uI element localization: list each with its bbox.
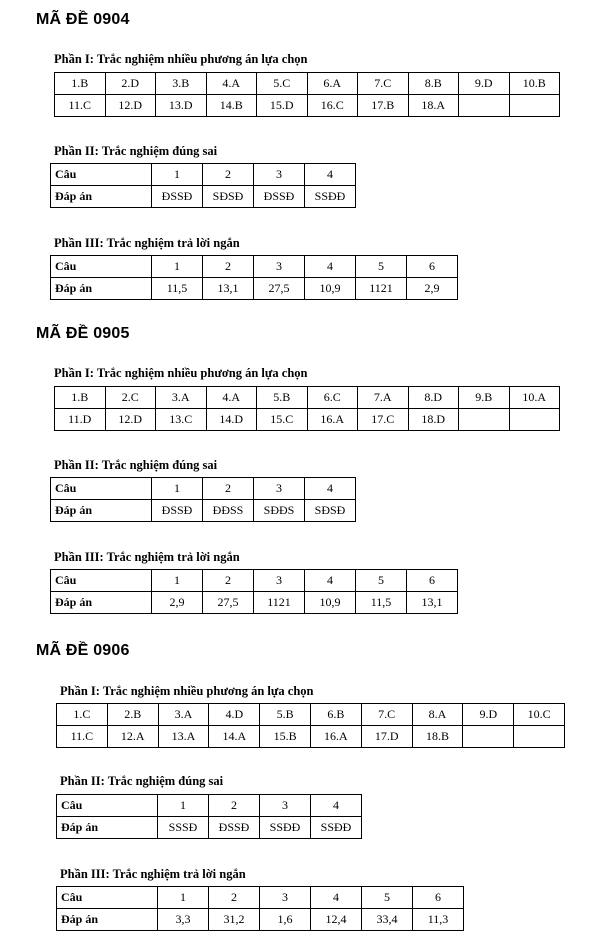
table-cell: 3.B [156,73,207,95]
exam-code-title: MÃ ĐỀ 0905 [36,325,130,342]
table-cell: 5 [356,570,407,592]
table-cell: 11.D [55,409,106,431]
table-cell: 16.C [307,95,358,117]
table-row [51,186,356,208]
table-row [51,256,458,278]
table-cell: 6.B [310,704,361,726]
table-cell: 9.D [459,73,510,95]
table-cell [509,95,560,117]
table-cell: 2 [203,478,254,500]
table-cell: ĐSSĐ [254,186,305,208]
table-cell: 11.C [55,95,106,117]
table-cell: 11,3 [413,909,464,931]
table-cell: 11.C [57,726,108,748]
table-cell: 1.B [55,73,106,95]
table-cell: 8.B [408,73,459,95]
table-cell: 5 [362,887,413,909]
table-cell: 15.C [257,409,308,431]
table-cell: 17.B [358,95,409,117]
table-cell: 1 [152,478,203,500]
part3-title: Phần III: Trắc nghiệm trả lời ngắn [60,867,246,881]
table-cell: 33,4 [362,909,413,931]
part3-answer-table [56,886,464,931]
table-cell: 10,9 [305,592,356,614]
table-cell: 7.C [358,73,409,95]
table-cell: 4.D [209,704,260,726]
table-cell: 4 [305,256,356,278]
table-cell: 4 [311,795,362,817]
question-label: Câu [51,164,152,186]
table-cell: 12,4 [311,909,362,931]
table-cell: 12.D [105,409,156,431]
table-cell: 4 [305,570,356,592]
table-cell: 18.A [408,95,459,117]
table-cell [509,409,560,431]
part1-title: Phần I: Trắc nghiệm nhiều phương án lựa chọn [60,684,314,698]
table-cell: 8.A [412,704,463,726]
exam-code-title: MÃ ĐỀ 0906 [36,642,130,659]
exam-code-title: MÃ ĐỀ 0904 [36,11,130,28]
part1-title: Phần I: Trắc nghiệm nhiều phương án lựa chọn [54,52,308,66]
table-cell: 4 [311,887,362,909]
table-cell: 1 [152,164,203,186]
part2-answer-table [50,477,356,522]
table-cell: 1121 [254,592,305,614]
part2-title: Phần II: Trắc nghiệm đúng sai [60,774,224,788]
table-cell: 14.B [206,95,257,117]
table-cell: 2,9 [152,592,203,614]
table-cell: 2.B [107,704,158,726]
part1-title: Phần I: Trắc nghiệm nhiều phương án lựa chọn [54,366,308,380]
table-cell: 10.B [509,73,560,95]
table-cell: 4.A [206,387,257,409]
table-row [51,500,356,522]
table-row [57,887,464,909]
part2-title: Phần II: Trắc nghiệm đúng sai [54,144,218,158]
table-cell: 6.A [307,73,358,95]
table-cell: 1 [158,795,209,817]
table-cell: 3 [254,478,305,500]
answer-label: Đáp án [57,817,158,839]
table-cell: SSĐĐ [260,817,311,839]
table-cell: 16.A [310,726,361,748]
question-label: Câu [57,887,158,909]
table-cell: 15.B [260,726,311,748]
table-cell: 1.C [57,704,108,726]
table-cell: 12.A [107,726,158,748]
table-cell: 14.A [209,726,260,748]
part2-answer-table [50,163,356,208]
table-cell: 4.A [206,73,257,95]
table-cell: SĐSĐ [305,500,356,522]
table-cell: ĐSSĐ [209,817,260,839]
table-cell: SĐSĐ [203,186,254,208]
table-cell: SSĐĐ [305,186,356,208]
table-cell: 9.D [463,704,514,726]
table-row [57,795,362,817]
table-cell: 6 [407,256,458,278]
table-cell: 1 [158,887,209,909]
table-cell: 4 [305,478,356,500]
table-row [55,73,560,95]
part1-answer-table [54,386,560,431]
table-cell: 13.C [156,409,207,431]
part3-answer-table [50,255,458,300]
table-row [57,909,464,931]
table-cell: 27,5 [254,278,305,300]
table-cell: ĐĐSS [203,500,254,522]
table-row [51,570,458,592]
table-cell: 2 [209,887,260,909]
question-label: Câu [51,478,152,500]
table-cell: 8.D [408,387,459,409]
table-row [57,726,565,748]
table-cell: 16.A [307,409,358,431]
table-cell: 11,5 [152,278,203,300]
table-cell: 3.A [158,704,209,726]
table-cell: SĐĐS [254,500,305,522]
table-cell [463,726,514,748]
table-cell [459,409,510,431]
table-row [57,704,565,726]
table-cell: 13.D [156,95,207,117]
part2-title: Phần II: Trắc nghiệm đúng sai [54,458,218,472]
table-cell: SSĐĐ [311,817,362,839]
table-cell: 3,3 [158,909,209,931]
table-cell: 2 [203,570,254,592]
table-cell: 11,5 [356,592,407,614]
table-cell: 27,5 [203,592,254,614]
table-cell: 14.D [206,409,257,431]
table-cell: 17.D [361,726,412,748]
table-cell: 6 [413,887,464,909]
table-row [55,387,560,409]
table-cell: SSSĐ [158,817,209,839]
table-cell: 1.B [55,387,106,409]
part3-title: Phần III: Trắc nghiệm trả lời ngắn [54,236,240,250]
table-cell: 2 [203,164,254,186]
table-cell: 3.A [156,387,207,409]
table-cell: 4 [305,164,356,186]
answer-label: Đáp án [51,186,152,208]
table-cell: 2 [209,795,260,817]
table-cell: 3 [254,570,305,592]
table-cell: 5.B [257,387,308,409]
table-cell: 5.C [257,73,308,95]
table-cell: 18.B [412,726,463,748]
table-row [55,95,560,117]
table-row [51,278,458,300]
table-cell: 13,1 [407,592,458,614]
table-cell: 3 [260,795,311,817]
table-cell: 2.C [105,387,156,409]
table-cell: 2,9 [407,278,458,300]
table-cell: 10,9 [305,278,356,300]
table-cell: 5 [356,256,407,278]
answer-label: Đáp án [57,909,158,931]
table-cell: ĐSSĐ [152,186,203,208]
table-cell: 7.A [358,387,409,409]
part3-answer-table [50,569,458,614]
table-cell: 2.D [105,73,156,95]
table-cell: 1121 [356,278,407,300]
table-row [57,817,362,839]
question-label: Câu [51,256,152,278]
table-cell: 1,6 [260,909,311,931]
question-label: Câu [51,570,152,592]
table-row [51,592,458,614]
table-cell: 13,1 [203,278,254,300]
table-row [51,478,356,500]
table-cell: 3 [254,256,305,278]
table-cell: 3 [260,887,311,909]
table-cell: 31,2 [209,909,260,931]
table-cell: 12.D [105,95,156,117]
table-cell: 10.C [514,704,565,726]
part1-answer-table [54,72,560,117]
table-cell: 6 [407,570,458,592]
table-cell: 15.D [257,95,308,117]
table-row [55,409,560,431]
part1-answer-table [56,703,565,748]
answer-label: Đáp án [51,278,152,300]
answer-label: Đáp án [51,592,152,614]
table-cell: 9.B [459,387,510,409]
part3-title: Phần III: Trắc nghiệm trả lời ngắn [54,550,240,564]
table-cell [514,726,565,748]
table-cell: 1 [152,570,203,592]
table-row [51,164,356,186]
answer-label: Đáp án [51,500,152,522]
table-cell: 1 [152,256,203,278]
table-cell: 10.A [509,387,560,409]
table-cell: 6.C [307,387,358,409]
table-cell: 7.C [361,704,412,726]
table-cell: ĐSSĐ [152,500,203,522]
table-cell: 18.D [408,409,459,431]
table-cell: 5.B [260,704,311,726]
table-cell [459,95,510,117]
table-cell: 13.A [158,726,209,748]
table-cell: 17.C [358,409,409,431]
table-cell: 3 [254,164,305,186]
part2-answer-table [56,794,362,839]
question-label: Câu [57,795,158,817]
table-cell: 2 [203,256,254,278]
